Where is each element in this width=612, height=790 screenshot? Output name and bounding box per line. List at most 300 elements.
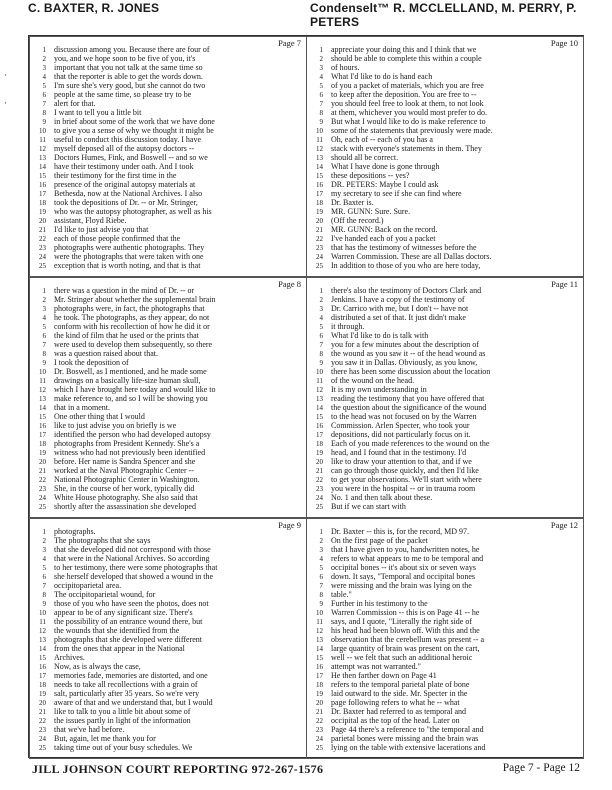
line-text: refers to what appears to me to be temporal and — [331, 554, 484, 563]
transcript-line — [309, 403, 579, 412]
line-number: 13 — [39, 636, 46, 644]
transcript-line — [309, 162, 579, 171]
line-number: 19 — [316, 449, 323, 457]
line-number: 5 — [42, 82, 46, 90]
transcript-line — [309, 527, 579, 536]
line-text: occipital bones -- it's about six or seven ways — [331, 563, 476, 572]
line-text: at them, whichever you would most prefer to do. — [331, 108, 487, 117]
transcript-line — [309, 99, 579, 108]
transcript-line — [309, 502, 579, 511]
transcript-grid — [28, 35, 584, 758]
line-number: 8 — [319, 109, 323, 117]
line-number: 16 — [316, 422, 323, 430]
transcript-line — [32, 743, 302, 752]
line-text: attempt was not warranted." — [331, 662, 421, 671]
transcript-line — [32, 680, 302, 689]
line-text: like to draw your attention to that, and if we — [331, 457, 472, 466]
line-text: identified the person who had developed autopsy — [54, 430, 211, 439]
transcript-line — [32, 216, 302, 225]
line-number: 15 — [316, 172, 323, 180]
line-text: to give you a sense of why we thought it might be — [54, 126, 214, 135]
transcript-line — [32, 252, 302, 261]
transcript-line — [32, 207, 302, 216]
line-text: conform with his recollection of how he did it or — [54, 322, 210, 331]
line-number: 19 — [39, 208, 46, 216]
transcript-line — [309, 385, 579, 394]
transcript-line — [309, 304, 579, 313]
line-text: well -- we felt that such an additional heroic — [331, 653, 473, 662]
line-text: witness who had not previously been identified — [54, 448, 206, 457]
line-number: 7 — [319, 341, 323, 349]
line-number: 23 — [39, 244, 46, 252]
line-text: Dr. Baxter -- this is, for the record, MD 97. — [331, 527, 469, 536]
line-number: 22 — [316, 717, 323, 725]
line-number: 6 — [42, 573, 46, 581]
transcript-line — [32, 725, 302, 734]
line-text: the wound as you saw it -- of the head wound as — [331, 349, 486, 358]
line-text: in brief about some of the work that we have done — [54, 117, 215, 126]
line-text: Jenkins. I have a copy of the testimony of — [331, 295, 465, 304]
line-number: 10 — [316, 127, 323, 135]
line-text: assistant, Floyd Riebe. — [54, 216, 127, 225]
transcript-line — [309, 286, 579, 295]
line-number: 2 — [319, 55, 323, 63]
line-text: people at the same time, so please try to be — [54, 90, 192, 99]
transcript-page — [29, 36, 307, 277]
line-number: 12 — [39, 145, 46, 153]
transcript-line — [309, 698, 579, 707]
line-number: 24 — [316, 735, 323, 743]
line-text: parietal bones were missing and the brain was — [331, 734, 479, 743]
transcript-line — [309, 349, 579, 358]
line-text: should all be correct. — [331, 153, 399, 162]
line-number: 9 — [319, 600, 323, 608]
transcript-line — [32, 394, 302, 403]
line-text: of you a packet of materials, which you are free — [331, 81, 484, 90]
transcript-line — [309, 421, 579, 430]
line-text: you, and we hope soon to be five of you, it's — [54, 54, 196, 63]
line-text: Archives. — [54, 653, 85, 662]
transcript-line — [309, 126, 579, 135]
line-text: appreciate your doing this and I think that we — [331, 45, 477, 54]
transcript-line — [309, 180, 579, 189]
line-text: White House photography. She also said that — [54, 493, 198, 502]
line-number: 17 — [316, 190, 323, 198]
transcript-line — [309, 144, 579, 153]
transcript-line — [309, 545, 579, 554]
transcript-line — [32, 261, 302, 270]
transcript-line — [32, 430, 302, 439]
transcript-line — [309, 367, 579, 376]
line-text: like to just advise you on briefly is we — [54, 421, 177, 430]
transcript-line — [309, 90, 579, 99]
line-number: 24 — [316, 494, 323, 502]
line-number: 18 — [39, 199, 46, 207]
transcript-line — [32, 358, 302, 367]
line-number: 14 — [316, 163, 323, 171]
line-number: 24 — [39, 735, 46, 743]
line-number: 16 — [316, 663, 323, 671]
transcript-line — [32, 180, 302, 189]
transcript-line — [309, 484, 579, 493]
line-number: 11 — [316, 377, 323, 385]
footer-page-range: Page 7 - Page 12 — [502, 762, 580, 774]
line-number: 22 — [39, 476, 46, 484]
page-number-label: Page 8 — [278, 279, 301, 289]
line-number: 3 — [319, 305, 323, 313]
line-number: 7 — [319, 582, 323, 590]
line-number: 18 — [316, 440, 323, 448]
transcript-line — [32, 99, 302, 108]
transcript-line — [309, 635, 579, 644]
transcript-line — [32, 72, 302, 81]
line-number: 20 — [39, 699, 46, 707]
line-number: 1 — [319, 287, 323, 295]
line-number: 14 — [39, 404, 46, 412]
line-text: The occipitoparietal wound, for — [54, 590, 156, 599]
line-text: Now, as is always the case, — [54, 662, 141, 671]
line-number: 11 — [39, 377, 46, 385]
line-text: occipital as the top of the head. Later on — [331, 716, 460, 725]
transcript-line — [309, 743, 579, 752]
line-number: 8 — [42, 109, 46, 117]
line-number: 19 — [39, 449, 46, 457]
line-text: (Off the record.) — [331, 216, 384, 225]
line-number: 21 — [316, 226, 323, 234]
line-text: was a question raised about that. — [54, 349, 158, 358]
line-number: 11 — [316, 618, 323, 626]
line-text: stack with everyone's statements in them. They — [331, 144, 482, 153]
transcript-page — [29, 277, 307, 518]
transcript-line — [32, 626, 302, 635]
line-text: What I have done is gone through — [331, 162, 440, 171]
line-number: 6 — [42, 91, 46, 99]
transcript-line — [32, 502, 302, 511]
margin-mark: · — [4, 98, 7, 108]
transcript-line — [32, 171, 302, 180]
transcript-line — [309, 394, 579, 403]
transcript-line — [309, 439, 579, 448]
transcript-line — [32, 304, 302, 313]
line-number: 16 — [316, 181, 323, 189]
page-number-label: Page 12 — [550, 520, 578, 530]
transcript-line — [309, 198, 579, 207]
line-number: 20 — [316, 217, 323, 225]
line-text: make reference to, and so I will be showing you — [54, 394, 208, 403]
line-text: you for a few minutes about the description of — [331, 340, 479, 349]
page-number-label: Page 11 — [551, 279, 578, 289]
transcript-line — [309, 617, 579, 626]
line-number: 4 — [42, 555, 46, 563]
line-number: 17 — [316, 672, 323, 680]
line-number: 2 — [42, 537, 46, 545]
line-text: there's also the testimony of Doctors Clark and — [331, 286, 482, 295]
transcript-line — [32, 554, 302, 563]
line-text: photographs were authentic photographs. They — [54, 243, 205, 252]
transcript-line — [309, 734, 579, 743]
line-text: I'm sure she's very good, but she cannot do two — [54, 81, 206, 90]
transcript-line — [309, 412, 579, 421]
line-number: 7 — [319, 100, 323, 108]
transcript-line — [32, 234, 302, 243]
line-number: 6 — [319, 332, 323, 340]
line-text: Further in his testimony to the — [331, 599, 428, 608]
transcript-line — [32, 331, 302, 340]
transcript-line — [309, 322, 579, 331]
transcript-line — [32, 412, 302, 421]
transcript-line — [309, 680, 579, 689]
transcript-line — [32, 45, 302, 54]
line-text: Doctors Humes, Fink, and Boswell -- and so we — [54, 153, 208, 162]
line-text: were the photographs that were taken with one — [54, 252, 204, 261]
line-text: you saw it in Dallas. Obviously, as you know, — [331, 358, 478, 367]
transcript-line — [309, 295, 579, 304]
line-text: What I'd like to do is hand each — [331, 72, 433, 81]
line-text: Dr. Boswell, as I mentioned, and he made some — [54, 367, 207, 376]
page-number-label: Page 10 — [550, 38, 578, 48]
line-text: She, in the course of her work, typically did — [54, 484, 195, 493]
line-number: 25 — [316, 744, 323, 752]
line-text: there was a question in the mind of Dr. -- or — [54, 286, 195, 295]
transcript-line — [32, 545, 302, 554]
transcript-line — [309, 608, 579, 617]
line-text: that in a moment. — [54, 403, 110, 412]
line-text: he took. The photographs, as they appear, do not — [54, 313, 210, 322]
transcript-page — [306, 277, 584, 518]
transcript-line — [309, 448, 579, 457]
line-number: 21 — [39, 226, 46, 234]
line-number: 8 — [319, 591, 323, 599]
line-text: photographs were, in fact, the photographs that — [54, 304, 205, 313]
transcript-line — [309, 707, 579, 716]
line-text: were used to develop them subsequently, so there — [54, 340, 213, 349]
transcript-line — [32, 617, 302, 626]
transcript-line — [32, 81, 302, 90]
footer-reporter: JILL JOHNSON COURT REPORTING 972-267-1576 — [32, 762, 324, 776]
transcript-line — [309, 599, 579, 608]
line-text: observation that the cerebellum was present -- a — [331, 635, 485, 644]
transcript-line — [309, 554, 579, 563]
transcript-line — [32, 644, 302, 653]
transcript-line — [309, 340, 579, 349]
transcript-line — [32, 340, 302, 349]
line-text: needs to take all recollections with a grain of — [54, 680, 198, 689]
line-number: 12 — [316, 145, 323, 153]
line-number: 5 — [319, 323, 323, 331]
line-text: to the head was not focused on by the Warren — [331, 412, 477, 421]
line-text: who was the autopsy photographer, as well as his — [54, 207, 212, 216]
line-text: Oh, each of -- each of you has a — [331, 135, 433, 144]
line-number: 24 — [316, 253, 323, 261]
line-number: 16 — [39, 181, 46, 189]
line-text: Dr. Baxter is. — [331, 198, 374, 207]
line-number: 11 — [39, 136, 46, 144]
line-text: DR. PETERS: Maybe I could ask — [331, 180, 439, 189]
line-text: says, and I quote, "Literally the right side of — [331, 617, 473, 626]
transcript-line — [309, 725, 579, 734]
line-number: 20 — [39, 458, 46, 466]
line-text: myself deposed all of the autopsy doctors -- — [54, 144, 195, 153]
line-text: that I have given to you, handwritten notes, he — [331, 545, 480, 554]
transcript-line — [309, 430, 579, 439]
line-number: 8 — [42, 591, 46, 599]
line-number: 5 — [42, 564, 46, 572]
transcript-line — [32, 590, 302, 599]
line-number: 22 — [316, 476, 323, 484]
line-text: down. It says, "Temporal and occipital bones — [331, 572, 476, 581]
transcript-line — [309, 108, 579, 117]
line-number: 21 — [316, 708, 323, 716]
line-text: Dr. Baxter had referred to as temporal and — [331, 707, 467, 716]
transcript-line — [309, 135, 579, 144]
line-text: my secretary to see if she can find where — [331, 189, 462, 198]
line-number: 15 — [316, 413, 323, 421]
transcript-line — [32, 198, 302, 207]
transcript-line — [309, 662, 579, 671]
transcript-line — [309, 54, 579, 63]
transcript-page — [306, 36, 584, 277]
line-text: I want to tell you a little bit — [54, 108, 142, 117]
line-number: 14 — [316, 645, 323, 653]
transcript-line — [32, 421, 302, 430]
line-text: occipitoparietal area. — [54, 581, 122, 590]
line-text: that she developed did not correspond with those — [54, 545, 211, 554]
line-number: 6 — [319, 573, 323, 581]
transcript-line — [32, 662, 302, 671]
line-number: 2 — [319, 296, 323, 304]
line-text: of the wound on the head. — [331, 376, 415, 385]
page-header — [28, 0, 584, 29]
line-text: What I'd like to do is talk with — [331, 331, 429, 340]
transcript-line — [32, 313, 302, 322]
transcript-line — [32, 63, 302, 72]
transcript-line — [309, 216, 579, 225]
line-text: National Photographic Center in Washington. — [54, 475, 200, 484]
line-text: should be able to complete this within a couple — [331, 54, 482, 63]
line-number: 2 — [42, 296, 46, 304]
line-number: 20 — [316, 699, 323, 707]
line-text: I took the deposition of — [54, 358, 129, 367]
line-text: exception that is worth noting, and that is that — [54, 261, 201, 270]
transcript-line — [309, 376, 579, 385]
line-text: shortly after the assassination she developed — [54, 502, 196, 511]
transcript-line — [32, 126, 302, 135]
transcript-line — [309, 207, 579, 216]
line-number: 9 — [319, 359, 323, 367]
transcript-line — [32, 698, 302, 707]
transcript-line — [32, 484, 302, 493]
line-number: 7 — [42, 582, 46, 590]
line-number: 16 — [39, 663, 46, 671]
line-text: to keep after the deposition. You are free to -- — [331, 90, 477, 99]
line-text: that we've had before. — [54, 725, 125, 734]
line-number: 17 — [39, 672, 46, 680]
line-text: that were in the National Archives. So according — [54, 554, 210, 563]
line-text: large quantity of brain was present on the cart, — [331, 644, 480, 653]
line-text: Commission. Arlen Specter, who took your — [331, 421, 470, 430]
transcript-line — [309, 626, 579, 635]
line-number: 5 — [42, 323, 46, 331]
line-text: head, and I found that in the testimony. I'd — [331, 448, 467, 457]
transcript-line — [32, 707, 302, 716]
line-text: reading the testimony that you have offered that — [331, 394, 485, 403]
transcript-line — [32, 243, 302, 252]
line-text: like to talk to you a little bit about some of — [54, 707, 191, 716]
line-text: some of the statements that previously were made. — [331, 126, 493, 135]
line-text: photographs from President Kennedy. She's a — [54, 439, 200, 448]
transcript-line — [32, 563, 302, 572]
line-text: salt, particularly after 35 years. So we're very — [54, 689, 200, 698]
line-number: 10 — [39, 127, 46, 135]
line-number: 19 — [39, 690, 46, 698]
line-number: 22 — [39, 235, 46, 243]
line-text: MR. GUNN: Back on the record. — [331, 225, 438, 234]
line-number: 25 — [39, 262, 46, 270]
transcript-line — [32, 90, 302, 99]
transcript-line — [32, 653, 302, 662]
line-text: One other thing that I would — [54, 412, 145, 421]
line-number: 14 — [39, 645, 46, 653]
line-text: to get your observations. We'll start with where — [331, 475, 482, 484]
transcript-line — [32, 162, 302, 171]
line-number: 15 — [316, 654, 323, 662]
line-number: 9 — [42, 359, 46, 367]
transcript-line — [32, 295, 302, 304]
line-number: 13 — [316, 154, 323, 162]
transcript-line — [309, 261, 579, 270]
transcript-line — [32, 635, 302, 644]
transcript-line — [32, 527, 302, 536]
line-text: before. Her name is Sandra Spencer and she — [54, 457, 196, 466]
line-text: Warren Commission -- this is on Page 41 -- he — [331, 608, 480, 617]
line-number: 13 — [39, 395, 46, 403]
line-text: memories fade, memories are distorted, and one — [54, 671, 208, 680]
line-number: 5 — [319, 82, 323, 90]
line-text: the possibility of an entrance wound there, but — [54, 617, 203, 626]
line-text: from the ones that appear in the National — [54, 644, 185, 653]
line-text: distributed a set of that. It just didn't make — [331, 313, 466, 322]
transcript-line — [309, 81, 579, 90]
line-number: 1 — [42, 287, 46, 295]
line-number: 20 — [39, 217, 46, 225]
transcript-line — [309, 252, 579, 261]
line-text: you should feel free to look at them, to not look — [331, 99, 484, 108]
line-text: the issues partly in light of the information — [54, 716, 191, 725]
transcript-line — [309, 234, 579, 243]
transcript-line — [32, 153, 302, 162]
line-number: 2 — [319, 537, 323, 545]
page-number-label: Page 7 — [278, 38, 301, 48]
line-number: 22 — [316, 235, 323, 243]
line-text: aware of that and we understand that, but I would — [54, 698, 213, 707]
line-number: 23 — [316, 485, 323, 493]
line-text: those of you who have seen the photos, does not — [54, 599, 209, 608]
line-text: taking time out of your busy schedules. We — [54, 743, 193, 752]
transcript-line — [32, 493, 302, 502]
line-number: 12 — [39, 386, 46, 394]
line-text: In addition to those of you who are here today, — [331, 261, 481, 270]
line-text: But if we can start with — [331, 502, 406, 511]
line-text: were missing and the brain was lying on the — [331, 581, 472, 590]
transcript-line — [309, 313, 579, 322]
line-text: page following refers to what he -- what — [331, 698, 460, 707]
transcript-line — [309, 644, 579, 653]
transcript-line — [309, 563, 579, 572]
transcript-line — [32, 608, 302, 617]
transcript-line — [309, 689, 579, 698]
page-footer — [28, 760, 584, 780]
line-text: On the first page of the packet — [331, 536, 428, 545]
